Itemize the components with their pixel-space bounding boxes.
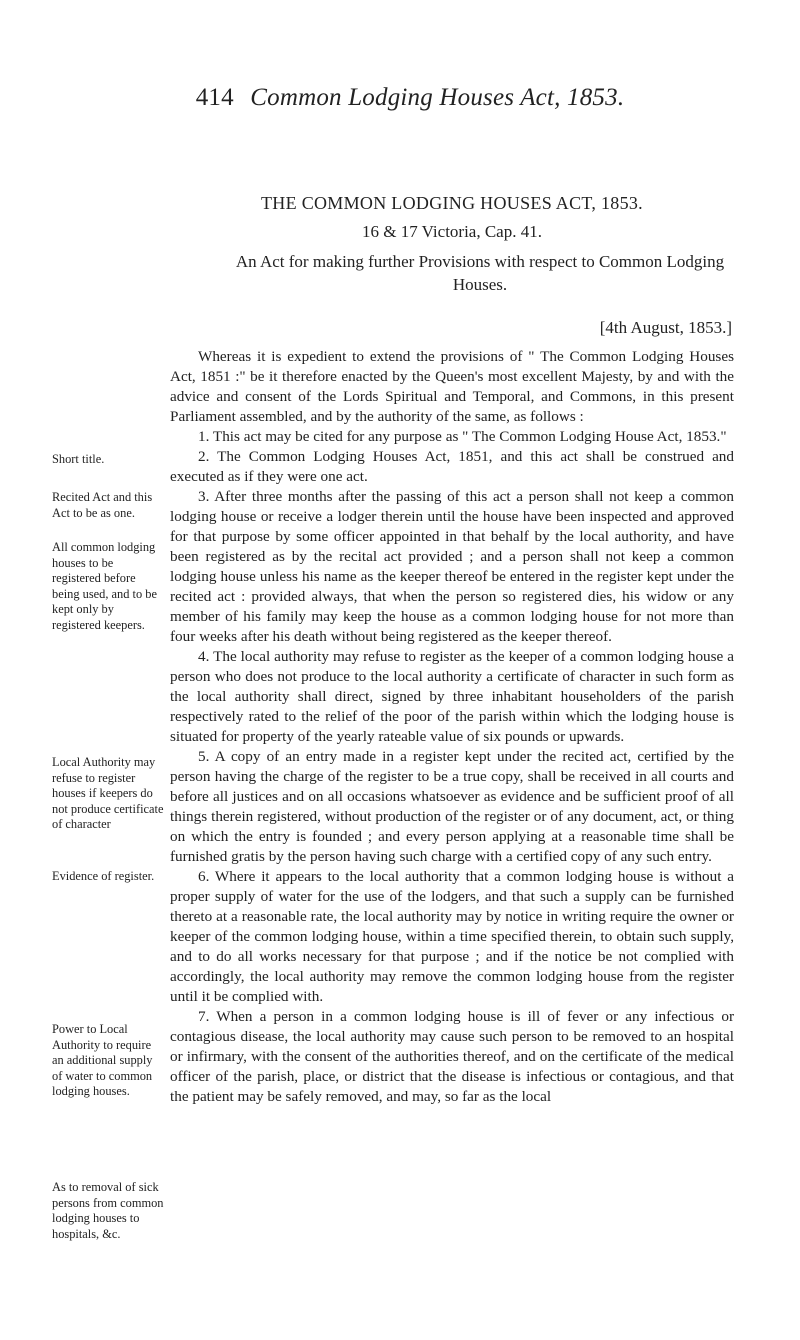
act-date: [4th August, 1853.] [599, 318, 732, 337]
section-3-paragraph: 3. After three months after the passing of this act a person shall not keep a common lodging house or receive a lodger therein until the house have been inspected and approved for that purpose by some officer appointed in that behalf by the local authority, and have been registered as by the recital act provided ; and a person shall not keep a common lodging house unless his name as the keeper thereof be entered in the register kept under the recited act : provided always, that when the person so registered dies, his widow or any member of his family may keep the house as a common lodging house for not more than four weeks after his death without being registered as the keeper thereof. [170, 488, 734, 645]
margin-note-registration: All common lodging houses to be registered before being used, and to be kept only by registered keepers. [52, 540, 157, 632]
margin-note-water-supply: Power to Local Authority to require an additional supply of water to common lodging houses. [52, 1022, 153, 1098]
body-text [170, 347, 734, 1107]
act-chapter: 16 & 17 Victoria, Cap. 41. [362, 222, 542, 241]
margin-note-recited-act: Recited Act and this Act to be as one. [52, 490, 153, 520]
margin-note-certificate: Local Authority may refuse to register houses if keepers do not produce certificate of character [52, 755, 164, 831]
section-1-paragraph: 1. This act may be cited for any purpose as " The Common Lodging House Act, 1853." [198, 428, 727, 445]
section-6-paragraph: 6. Where it appears to the local authority that a common lodging house is without a proper supply of water for the use of the lodgers, and that such a supply can be furnished thereto at a reasonable rate, the local authority may by notice in writing require the owner or keeper of the common lodging house, within a time specified therein, to obtain such supply, and to do all works necessary for that purpose ; and if the notice be not complied with accordingly, the local authority may remove the common lodging house from the register until it be complied with. [170, 868, 734, 1005]
section-2-paragraph: 2. The Common Lodging Houses Act, 1851, and this act shall be construed and executed as if they were one act. [170, 448, 734, 485]
margin-note-short-title: Short title. [52, 452, 105, 466]
act-title: THE COMMON LODGING HOUSES ACT, 1853. [261, 193, 643, 213]
section-7-paragraph: 7. When a person in a common lodging house is ill of fever or any infectious or contagious disease, the local authority may cause such person to be removed to an hospital or infirmary, with the consent of the authorities thereof, and on the certificate of the medical officer of the parish, place, or district that the disease is infectious or contagious, and that the patient may be safely removed, and may, so far as the local [170, 1008, 734, 1105]
section-4-paragraph: 4. The local authority may refuse to register as the keeper of a common lodging house a person who does not produce to the local authority a certificate of character in such form as the local authority shall direct, signed by three inhabitant householders of the parish respectively rated to the relief of the poor of the parish within which the lodging house is situated for property of the yearly rateable value of six pounds or upwards. [170, 648, 734, 745]
running-title: Common Lodging Houses Act, 1853. [250, 84, 625, 111]
section-5-paragraph: 5. A copy of an entry made in a register kept under the recited act, certified by the person having the charge of the register to be a true copy, shall be received in all courts and before all justices and on all occasions whatsoever as evidence and be sufficient proof of all things therein registered, without production of the register or of any document, act, or thing on which the entry is founded ; and every person applying at a reasonable time shall be furnished gratis by the person having such charge with a certified copy of any such entry. [170, 748, 734, 865]
act-long-title: An Act for making further Provisions with respect to Common Lodging Houses. [235, 252, 725, 294]
margin-note-sick-removal: As to removal of sick persons from common lodging houses to hospitals, &c. [52, 1180, 164, 1241]
preamble-paragraph: Whereas it is expedient to extend the provisions of " The Common Lodging Houses Act, 1851 :" be it therefore enacted by the Queen's most excellent Majesty, by and with the advice and consent of the Lords Spiritual and Temporal, and Commons, in this present Parliament assembled, and by the authority of the same, as follows : [170, 348, 734, 425]
page-number: 414 [195, 84, 234, 111]
margin-note-evidence: Evidence of register. [52, 869, 155, 883]
running-head [150, 84, 670, 112]
